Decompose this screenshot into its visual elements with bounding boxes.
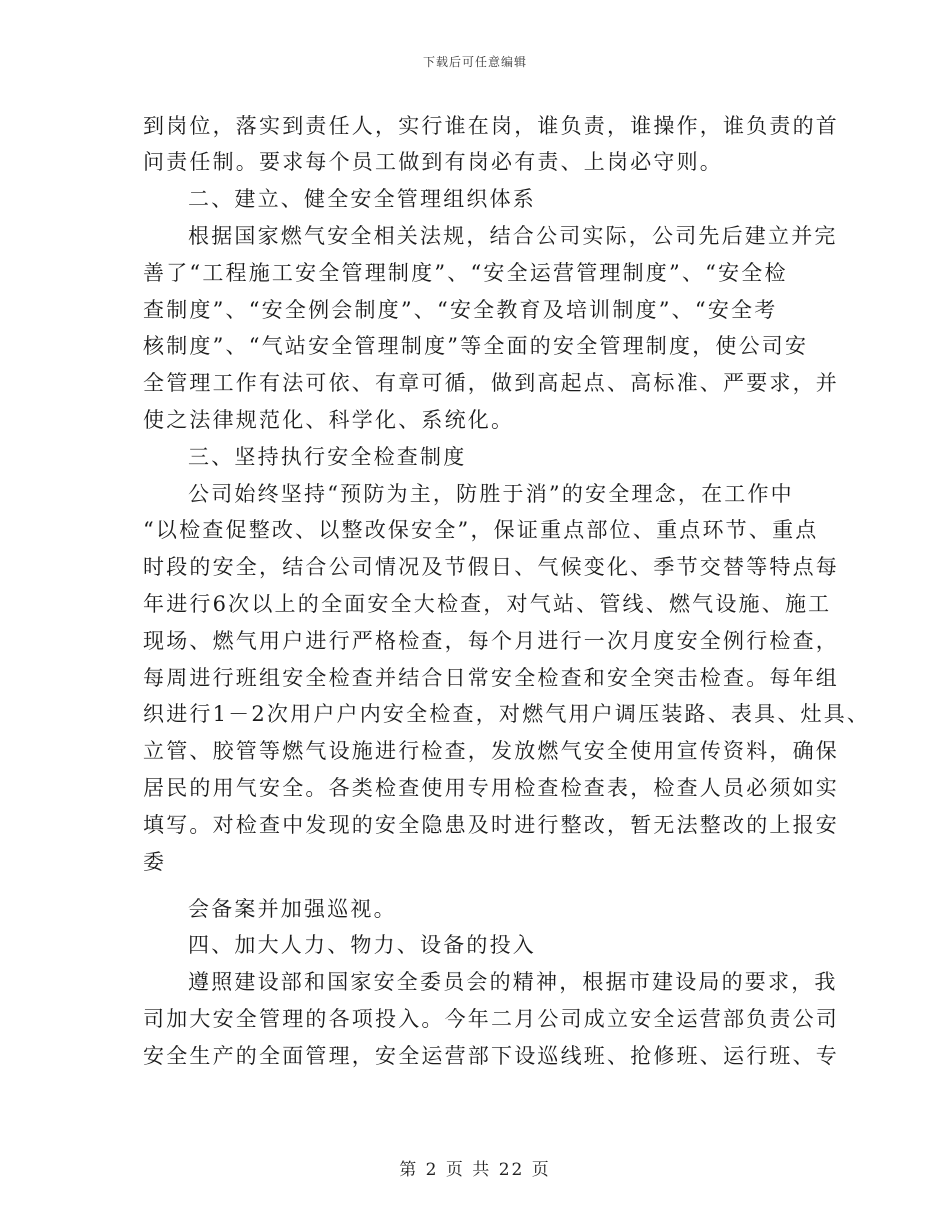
text-line: 全管理工作有法可依、有章可循，做到高起点、高标准、严要求，并 — [143, 371, 839, 395]
text-line: 现场、燃气用户进行严格检查，每个月进行一次月度安全例行检查， — [143, 629, 839, 653]
text-line: 居民的用气安全。各类检查使用专用检查检查表，检查人员必须如实 — [143, 776, 839, 800]
text-line: 问责任制。要求每个员工做到有岗必有责、上岗必守则。 — [143, 150, 723, 174]
text-line: 公司始终坚持“预防为主，防胜于消”的安全理念，在工作中 — [188, 482, 794, 506]
page-footer: 第 2 页 共 22 页 — [399, 1160, 551, 1180]
text-line: “以检查促整改、以整改保安全”，保证重点部位、重点环节、重点 — [143, 518, 819, 542]
text-line: 时段的安全，结合公司情况及节假日、气候变化、季节交替等特点每 — [143, 555, 839, 579]
section-heading: 二、建立、健全安全管理组织体系 — [188, 187, 536, 211]
text-line: 到岗位，落实到责任人，实行谁在岗，谁负责，谁操作，谁负责的首 — [143, 114, 839, 138]
text-line: 安全生产的全面管理，安全运营部下设巡线班、抢修班、运行班、专 — [143, 1044, 839, 1068]
section-heading: 三、坚持执行安全检查制度 — [188, 445, 467, 469]
text-line: 委 — [143, 850, 167, 874]
text-line: 会备案并加强巡视。 — [188, 897, 397, 921]
text-line: 查制度”、“安全例会制度”、“安全教育及培训制度”、“安全考 — [143, 298, 778, 322]
text-line: 核制度”、“气站安全管理制度”等全面的安全管理制度，使公司安 — [143, 334, 809, 358]
text-line: 善了“工程施工安全管理制度”、“安全运营管理制度”、“安全检 — [143, 261, 788, 285]
text-line: 遵照建设部和国家安全委员会的精神，根据市建设局的要求，我 — [188, 970, 838, 994]
header-note: 下载后可任意编辑 — [422, 55, 527, 69]
text-line: 填写。对检查中发现的安全隐患及时进行整改，暂无法整改的上报安 — [143, 813, 839, 837]
text-line: 年进行6次以上的全面安全大检查，对气站、管线、燃气设施、施工 — [143, 592, 832, 616]
text-line: 每周进行班组安全检查并结合日常安全检查和安全突击检查。每年组 — [143, 666, 839, 690]
text-line: 司加大安全管理的各项投入。今年二月公司成立安全运营部负责公司 — [143, 1007, 839, 1031]
text-line: 使之法律规范化、科学化、系统化。 — [143, 408, 515, 432]
text-line: 根据国家燃气安全相关法规，结合公司实际，公司先后建立并完 — [188, 224, 838, 248]
text-line: 立管、胶管等燃气设施进行检查，发放燃气安全使用宣传资料，确保 — [143, 739, 839, 763]
text-line: 织进行1－2次用户户内安全检查，对燃气用户调压装路、表具、灶具、 — [143, 702, 871, 726]
section-heading: 四、加大人力、物力、设备的投入 — [188, 933, 536, 957]
